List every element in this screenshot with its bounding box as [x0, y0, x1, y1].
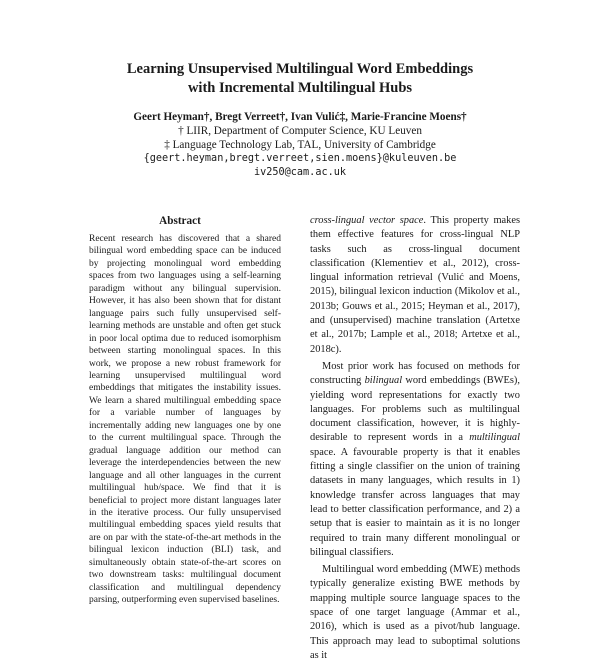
intro-paragraph-2 — [310, 360, 520, 560]
author-list: Geert Heyman†, Bregt Verreet†, Ivan Vulić‡, Marie-Francine Moens† — [133, 111, 467, 123]
abstract-heading: Abstract — [159, 215, 201, 227]
intro-paragraph-2-text-a: Most prior work has focused on methods for constructing — [310, 360, 520, 387]
intro-paragraph-2-text-c: space. A favourable property is that it enables fitting a single classifier on the union of training datasets in many languages, which results in 1) knowledge transfer across languages that may lead to better classification performance, and 2) a setup that is easier to maintain as it is no longer required to train many different monolingual or bilingual classifiers. — [310, 446, 520, 558]
term-bilingual: bilingual — [364, 375, 403, 387]
introduction-column — [310, 214, 520, 663]
affiliation-kuleuven: † LIIR, Department of Computer Science, KU Leuven — [178, 125, 422, 137]
abstract-body: Recent research has discovered that a shared bilingual word embedding space can be induced by projecting monolingual word embedding spaces from two languages using a self-learning paradigm without any bilingual supervision. However, it has also been shown that for distant language pairs such fully unsupervised self-learning methods are unstable and often get stuck in poor local optima due to reduced isomorphism between starting monolingual spaces. In this work, we propose a new robust framework for learning unsupervised multilingual word embeddings that mitigates the instability issues. We learn a shared multilingual embedding space for a variable number of languages by incrementally adding new languages one by one to the current multilingual space. Through the gradual language addition our method can leverage the interdependencies between the new language and all other languages in the current multilingual hub/space. We find that it is beneficial to project more distant languages later in the iterative process. Our fully unsupervised multilingual embedding spaces yield results that are on par with the state-of-the-art methods in the bilingual lexicon induction (BLI) task, and simultaneously obtain state-of-the-art scores on two downstream tasks: multilingual document classification and multilingual dependency parsing, outperforming even supervised baselines. — [89, 234, 281, 606]
title-line-1: Learning Unsupervised Multilingual Word Embeddings — [126, 61, 474, 77]
intro-paragraph-2-text-b: word embeddings (BWEs), yielding word representations for exactly two languages. For problems such as multilingual document classification, however, it is highly-desirable to represent words in a — [310, 375, 520, 444]
intro-paragraph-1-text: . This property makes them effective features for cross-lingual NLP tasks such as cross-lingual document classification (Klementiev et al., 2012), cross-lingual information retrieval (Vulić and Moens, 2015), bilingual lexicon induction (Mikolov et al., 2013b; Gouws et al., 2015; Heyman et al., 2017), and (unsupervised) machine translation (Artetxe et al., 2017b; Lample et al., 2018; Artetxe et al., 2018c). — [310, 215, 520, 355]
author-emails-line-1: {geert.heyman,bregt.verreet,sien.moens}@kuleuven.be — [143, 153, 457, 164]
term-cross-lingual-vector-space: cross-lingual vector space — [310, 215, 424, 226]
intro-paragraph-1 — [310, 214, 520, 357]
intro-paragraph-3: Multilingual word embedding (MWE) methods typically generalize existing BWE methods by mapping multiple source language spaces to the space of one target language (Ammar et al., 2016), which is used as a pivot/hub language. This approach may lead to suboptimal solutions as it — [310, 564, 520, 661]
author-emails-line-2: iv250@cam.ac.uk — [253, 167, 346, 178]
title-line-2: with Incremental Multilingual Hubs — [187, 80, 413, 96]
paper-title — [0, 60, 600, 98]
term-multilingual: multilingual — [469, 432, 520, 444]
affiliation-cambridge: ‡ Language Technology Lab, TAL, University of Cambridge — [164, 139, 436, 151]
